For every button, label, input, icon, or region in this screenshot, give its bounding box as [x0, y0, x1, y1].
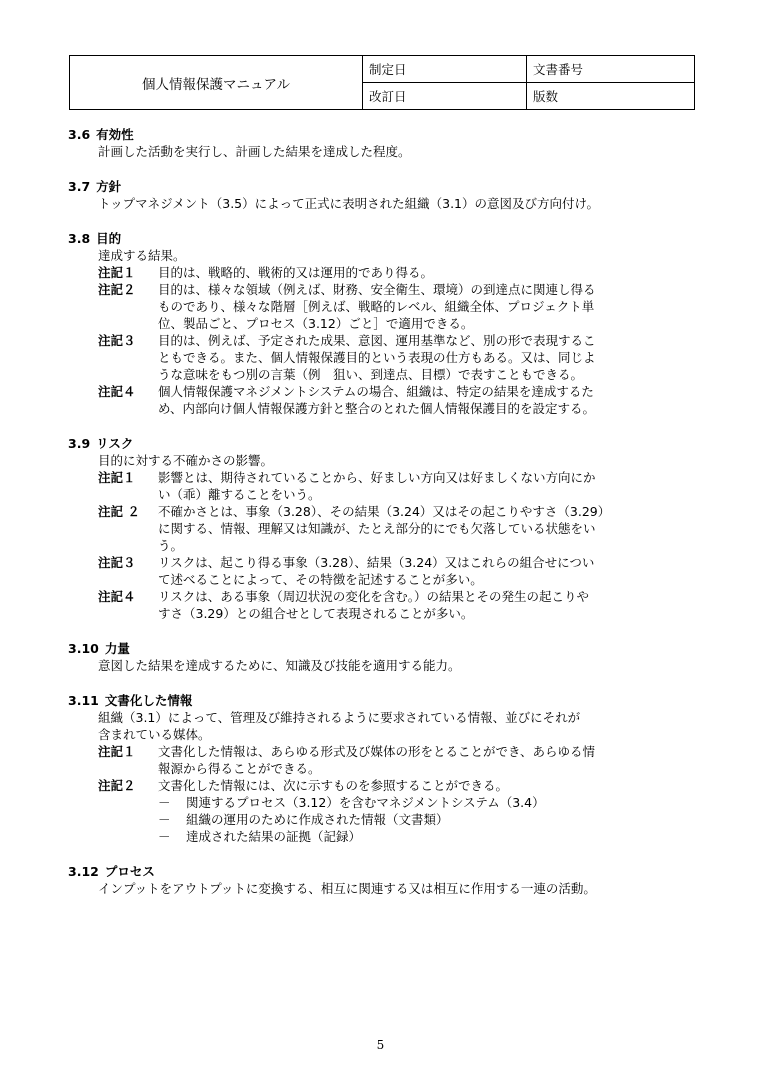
section — [68, 178, 708, 212]
note — [68, 469, 708, 503]
note — [68, 743, 708, 777]
established-date-label: 制定日 — [363, 56, 527, 83]
note-text-line: 文書化した情報は、あらゆる形式及び媒体の形をとることができ、あらゆる情 — [158, 744, 596, 759]
note-label: 注記１ — [98, 470, 136, 485]
note — [68, 554, 708, 588]
section-title: 方針 — [96, 179, 122, 194]
note — [68, 503, 708, 554]
note-text-line: い（乖）離することをいう。 — [158, 487, 321, 502]
note — [68, 777, 708, 794]
note-text-line: 文書化した情報には、次に示すものを参照することができる。 — [158, 778, 509, 793]
note-text-line: 個人情報保護マネジメントシステムの場合、組織は、特定の結果を達成するた — [158, 384, 594, 399]
note-text-line: 影響とは、期待されていることから、好ましい方向又は好ましくない方向にか — [158, 470, 596, 485]
section-heading — [68, 435, 708, 452]
section-number: 3.6 — [68, 127, 91, 142]
list-item — [68, 828, 708, 845]
note-text-line: ともできる。また、個人情報保護目的という表現の仕方もある。又は、同じよ — [158, 350, 596, 365]
list-item — [68, 794, 708, 811]
section-title: 力量 — [104, 641, 130, 656]
note-text-line: め、内部向け個人情報保護方針と整合のとれた個人情報保護目的を設定する。 — [158, 401, 596, 416]
document-header — [69, 55, 695, 110]
page-number: 5 — [376, 1038, 385, 1052]
definition-text: 計画した活動を実行し、計画した結果を達成した程度。 — [98, 144, 411, 159]
definition-text: 意図した結果を達成するために、知識及び技能を適用する能力。 — [98, 658, 461, 673]
manual-title: 個人情報保護マニュアル — [70, 56, 363, 110]
note-label: 注記１ — [98, 744, 136, 759]
note-text-line: 報源から得ることができる。 — [158, 761, 321, 776]
note-text-line: すさ（3.29）との組合せとして表現されることが多い。 — [158, 606, 474, 621]
document-number-label: 文書番号 — [527, 56, 695, 83]
section-heading — [68, 863, 708, 880]
section — [68, 640, 708, 674]
dash-bullet: － — [158, 795, 171, 810]
note — [68, 281, 708, 332]
section-heading — [68, 692, 708, 709]
section — [68, 863, 708, 897]
list-item-text: 関連するプロセス（3.12）を含むマネジメントシステム（3.4） — [186, 795, 545, 810]
section-heading — [68, 178, 708, 195]
definition-text: インプットをアウトプットに変換する、相互に関連する又は相互に作用する一連の活動。 — [98, 881, 596, 896]
note-label: 注記４ — [98, 589, 136, 604]
note-text-line: 目的は、様々な領域（例えば、財務、安全衛生、環境）の到達点に関連し得る — [158, 282, 596, 297]
note-text-line: うな意味をもつ別の言葉（例 狙い、到達点、目標）で表すこともできる。 — [158, 367, 584, 382]
revised-date-label: 改訂日 — [363, 83, 527, 110]
note — [68, 588, 708, 622]
dash-bullet: － — [158, 829, 171, 844]
note — [68, 383, 708, 417]
section-title: 有効性 — [96, 127, 134, 142]
list-item-text: 組織の運用のために作成された情報（文書類） — [186, 812, 449, 827]
definition-text: 組織（3.1）によって、管理及び維持されるように要求されている情報、並びにそれが — [98, 710, 581, 725]
note-text-line: う。 — [158, 538, 184, 553]
section-number: 3.10 — [68, 641, 99, 656]
section-title: 目的 — [96, 231, 122, 246]
note-label: 注記３ — [98, 555, 136, 570]
note — [68, 264, 708, 281]
note-text-line: 位、製品ごと、プロセス（3.12）ごと］で適用できる。 — [158, 316, 474, 331]
list-item-text: 達成された結果の証拠（記録） — [186, 829, 362, 844]
section-heading — [68, 640, 708, 657]
note-text-line: に関する、情報、理解又は知識が、たとえ部分的にでも欠落している状態をい — [158, 521, 596, 536]
note-text-line: リスクは、ある事象（周辺状況の変化を含む。）の結果とその発生の起こりや — [158, 589, 590, 604]
section-title: リスク — [96, 436, 134, 451]
note-label: 注記２ — [98, 282, 136, 297]
section — [68, 126, 708, 160]
note-label: 注記 ２ — [98, 504, 140, 519]
definition-text: 含まれている媒体。 — [98, 727, 211, 742]
note — [68, 332, 708, 383]
note-text-line: リスクは、起こり得る事象（3.28）、結果（3.24）又はこれらの組合せについ — [158, 555, 595, 570]
section-heading — [68, 126, 708, 143]
dash-bullet: － — [158, 812, 171, 827]
section — [68, 230, 708, 417]
document-body — [68, 126, 708, 915]
section-title: プロセス — [104, 864, 155, 879]
section-heading — [68, 230, 708, 247]
section-number: 3.8 — [68, 231, 91, 246]
definition-text: 目的に対する不確かさの影響。 — [98, 453, 274, 468]
definition-text: 達成する結果。 — [98, 248, 186, 263]
list-item — [68, 811, 708, 828]
note-label: 注記３ — [98, 333, 136, 348]
definition-text: トップマネジメント（3.5）によって正式に表明された組織（3.1）の意図及び方向付け。 — [98, 196, 600, 211]
note-text-line: 不確かさとは、事象（3.28）、その結果（3.24）又はその起こりやすさ（3.29） — [158, 504, 611, 519]
note-text-line: ものであり、様々な階層［例えば、戦略的レベル、組織全体、プロジェクト単 — [158, 299, 595, 314]
section — [68, 435, 708, 622]
note-label: 注記２ — [98, 778, 136, 793]
section-number: 3.11 — [68, 693, 99, 708]
note-text-line: 目的は、戦略的、戦術的又は運用的であり得る。 — [158, 265, 434, 280]
note-text-line: 目的は、例えば、予定された成果、意図、運用基準など、別の形で表現するこ — [158, 333, 596, 348]
note-label: 注記１ — [98, 265, 136, 280]
section-number: 3.12 — [68, 864, 99, 879]
section-number: 3.7 — [68, 179, 91, 194]
edition-label: 版数 — [527, 83, 695, 110]
note-label: 注記４ — [98, 384, 136, 399]
section-title: 文書化した情報 — [104, 693, 193, 708]
note-text-line: て述べることによって、その特徴を記述することが多い。 — [158, 572, 483, 587]
section-number: 3.9 — [68, 436, 91, 451]
section — [68, 692, 708, 845]
